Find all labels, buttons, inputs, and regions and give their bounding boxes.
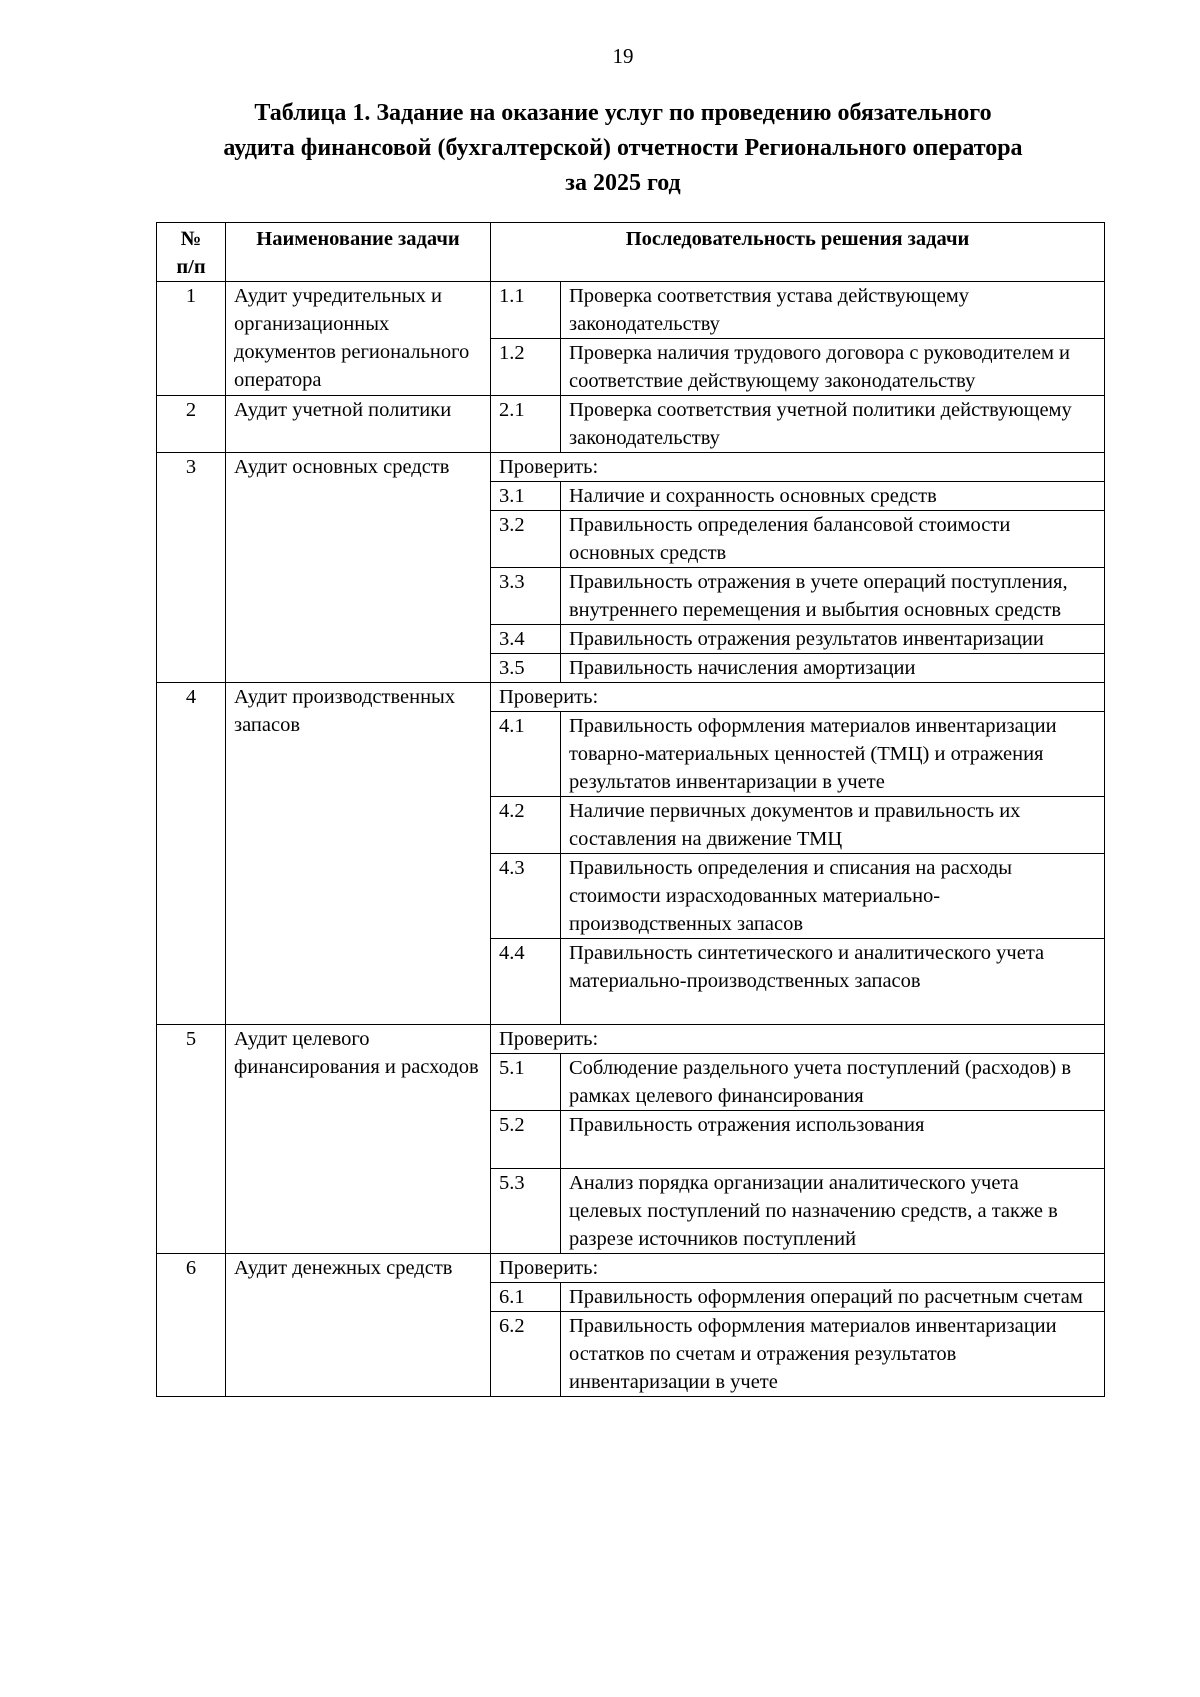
title-line: аудита финансовой (бухгалтерской) отчетности Регионального оператора	[223, 135, 1023, 161]
subtask-text: Правильность синтетического и аналитического учета материально-производственных запасов	[561, 939, 1105, 1025]
subtask-code: 6.1	[491, 1283, 561, 1312]
task-name: Аудит производственных запасов	[226, 683, 491, 1025]
table-row	[157, 683, 1105, 712]
audit-tasks-table	[156, 222, 1105, 1397]
header-sequence: Последовательность решения задачи	[491, 223, 1105, 282]
subtask-code: 5.2	[491, 1111, 561, 1169]
subtask-text: Соблюдение раздельного учета поступлений (расходов) в рамках целевого финансирования	[561, 1054, 1105, 1111]
task-name: Аудит основных средств	[226, 453, 491, 683]
header-task-name: Наименование задачи	[226, 223, 491, 282]
table-row	[157, 282, 1105, 339]
subtask-code: 6.2	[491, 1312, 561, 1397]
subtask-code: 3.5	[491, 654, 561, 683]
subtask-code: 5.3	[491, 1169, 561, 1254]
subtask-code: 5.1	[491, 1054, 561, 1111]
header-number: № п/п	[157, 223, 226, 282]
task-number: 6	[157, 1254, 226, 1397]
task-number: 1	[157, 282, 226, 396]
subtask-text: Правильность отражения в учете операций поступления, внутреннего перемещения и выбытия основных средств	[561, 568, 1105, 625]
table-row	[157, 1254, 1105, 1283]
subtask-code: 3.4	[491, 625, 561, 654]
task-number: 3	[157, 453, 226, 683]
subtask-code: 4.3	[491, 854, 561, 939]
task-number: 4	[157, 683, 226, 1025]
document-title	[140, 96, 1106, 201]
title-line: Таблица 1. Задание на оказание услуг по проведению обязательного	[254, 100, 992, 126]
table-row	[157, 1025, 1105, 1054]
task-name: Аудит денежных средств	[226, 1254, 491, 1397]
subtask-code: 4.4	[491, 939, 561, 1025]
page-number: 19	[612, 44, 634, 68]
check-label: Проверить:	[491, 1025, 1105, 1054]
subtask-text: Правильность начисления амортизации	[561, 654, 1105, 683]
subtask-text: Правильность определения и списания на расходы стоимости израсходованных материально-производственных запасов	[561, 854, 1105, 939]
check-label: Проверить:	[491, 1254, 1105, 1283]
subtask-code: 3.2	[491, 511, 561, 568]
subtask-code: 3.1	[491, 482, 561, 511]
subtask-code: 2.1	[491, 396, 561, 453]
subtask-text: Наличие и сохранность основных средств	[561, 482, 1105, 511]
check-label: Проверить:	[491, 453, 1105, 482]
table-row	[157, 396, 1105, 453]
subtask-text: Анализ порядка организации аналитического учета целевых поступлений по назначению средств, а также в разрезе источников поступлений	[561, 1169, 1105, 1254]
subtask-text: Правильность оформления операций по расчетным счетам	[561, 1283, 1105, 1312]
subtask-text: Проверка соответствия учетной политики действующему законодательству	[561, 396, 1105, 453]
subtask-text: Правильность оформления материалов инвентаризации остатков по счетам и отражения результатов инвентаризации в учете	[561, 1312, 1105, 1397]
task-number: 2	[157, 396, 226, 453]
task-name: Аудит учетной политики	[226, 396, 491, 453]
subtask-text: Правильность отражения результатов инвентаризации	[561, 625, 1105, 654]
task-name: Аудит целевого финансирования и расходов	[226, 1025, 491, 1254]
check-label: Проверить:	[491, 683, 1105, 712]
task-number: 5	[157, 1025, 226, 1254]
subtask-text: Наличие первичных документов и правильность их составления на движение ТМЦ	[561, 797, 1105, 854]
subtask-code: 4.1	[491, 712, 561, 797]
table-row	[157, 453, 1105, 482]
subtask-text: Проверка наличия трудового договора с руководителем и соответствие действующему законодательству	[561, 339, 1105, 396]
title-line: за 2025 год	[565, 170, 681, 196]
subtask-text: Правильность оформления материалов инвентаризации товарно-материальных ценностей (ТМЦ) и отражения результатов инвентаризации в учете	[561, 712, 1105, 797]
subtask-text: Правильность определения балансовой стоимости основных средств	[561, 511, 1105, 568]
task-name: Аудит учредительных и организационных документов регионального оператора	[226, 282, 491, 396]
table-header-row	[157, 223, 1105, 282]
subtask-code: 1.2	[491, 339, 561, 396]
subtask-code: 4.2	[491, 797, 561, 854]
subtask-code: 1.1	[491, 282, 561, 339]
subtask-text: Проверка соответствия устава действующему законодательству	[561, 282, 1105, 339]
subtask-code: 3.3	[491, 568, 561, 625]
subtask-text: Правильность отражения использования	[561, 1111, 1105, 1169]
